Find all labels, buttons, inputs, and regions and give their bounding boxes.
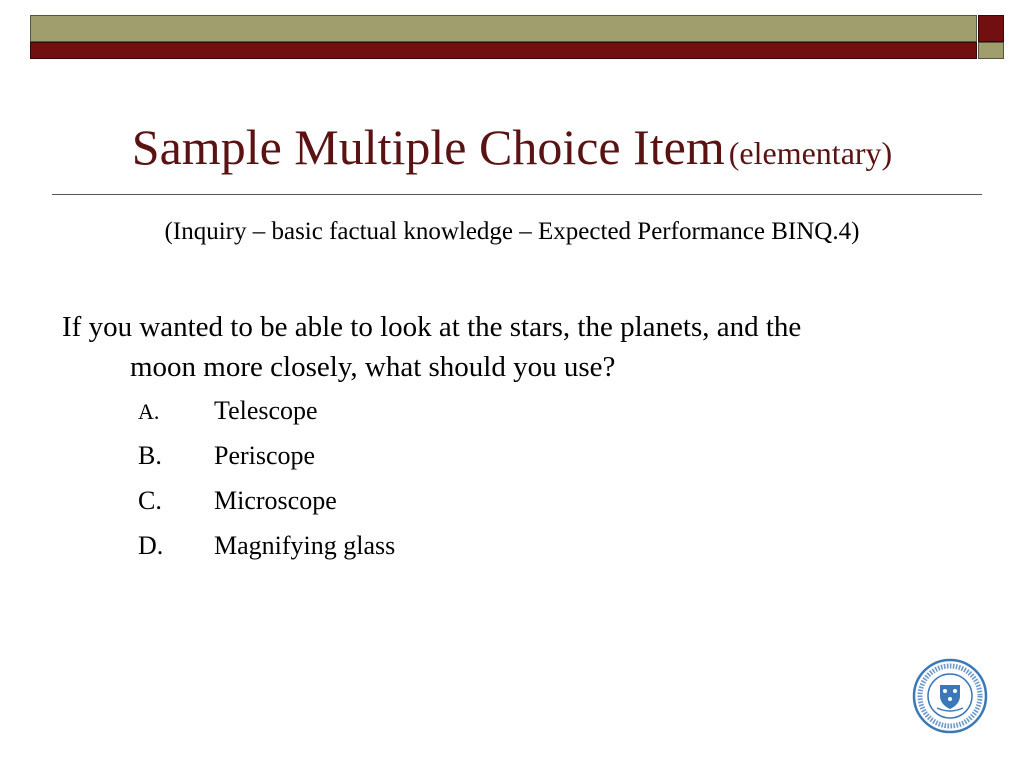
option-text: Periscope: [214, 441, 316, 470]
question-text: [62, 307, 962, 387]
option-b: [138, 441, 315, 471]
header-olive-stripe: [30, 15, 977, 42]
option-c: [138, 486, 337, 516]
corner-maroon-square: [978, 15, 1004, 42]
option-letter: D.: [138, 531, 164, 560]
question-line-2: moon more closely, what should you use?: [130, 351, 616, 383]
title-divider: [52, 194, 982, 195]
header-decoration-bar: [30, 15, 977, 59]
option-a: [138, 396, 318, 426]
option-text: Magnifying glass: [214, 531, 396, 560]
option-letter: B.: [138, 441, 162, 470]
option-text: Microscope: [214, 486, 337, 515]
option-d: [138, 531, 395, 561]
state-department-of-education-seal-icon: [912, 658, 988, 734]
header-maroon-stripe: [30, 42, 977, 59]
option-letter: A.: [138, 399, 160, 424]
slide-subtitle: (Inquiry – basic factual knowledge – Expected Performance BINQ.4): [164, 218, 860, 245]
option-letter: C.: [138, 486, 162, 515]
corner-olive-square: [978, 42, 1004, 59]
slide-title-qualifier: (elementary): [728, 135, 893, 171]
option-text: Telescope: [214, 396, 318, 425]
slide-title-main: Sample Multiple Choice Item: [131, 119, 725, 175]
slide-title: [0, 119, 1024, 175]
question-line-1: If you wanted to be able to look at the stars, the planets, and the: [62, 311, 802, 343]
